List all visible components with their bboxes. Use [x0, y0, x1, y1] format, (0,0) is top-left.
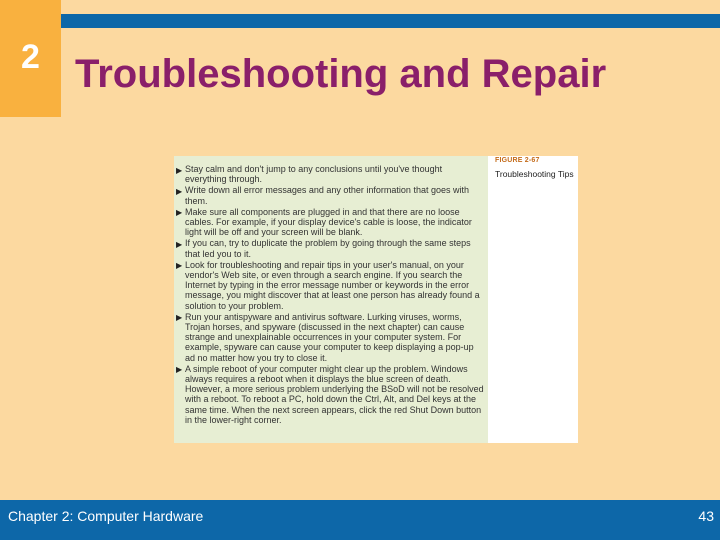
bullet-arrow-icon: ▶ — [176, 239, 183, 249]
bullet-arrow-icon: ▶ — [176, 208, 183, 218]
tip-item — [176, 312, 486, 363]
tip-text: Look for troubleshooting and repair tips in your user's manual, on your vendor's Web site, or even through a search engine. If you search the Internet by typing in the error message number or keywords in the error message, you might discover that at least one person has already found a solution to your problem. — [185, 259, 480, 311]
tip-text: Write down all error messages and any other information that goes with them. — [185, 185, 469, 206]
tip-text: Stay calm and don't jump to any conclusions until you've thought everything through. — [185, 164, 443, 185]
troubleshooting-figure — [174, 156, 578, 443]
bullet-arrow-icon: ▶ — [176, 365, 183, 375]
bullet-arrow-icon: ▶ — [176, 186, 183, 196]
tip-item — [176, 164, 486, 184]
tip-item — [176, 207, 486, 238]
bullet-arrow-icon: ▶ — [176, 261, 183, 271]
figure-title: Troubleshooting Tips — [495, 169, 574, 179]
tip-text: Make sure all components are plugged in and that there are no loose cables. For example, if your display device's cable is loose, the indicator light will be off and your screen will be blank. — [185, 206, 472, 238]
bullet-arrow-icon: ▶ — [176, 165, 183, 175]
top-accent-bar — [61, 14, 720, 28]
tip-text: If you can, try to duplicate the problem by going through the same steps that led you to it. — [185, 238, 471, 259]
tip-item — [176, 238, 486, 258]
footer-chapter-label: Chapter 2: Computer Hardware — [8, 508, 204, 524]
figure-label: FIGURE 2-67 — [495, 157, 540, 164]
figure-caption — [488, 156, 578, 443]
page-number: 43 — [698, 508, 714, 524]
tips-list — [176, 164, 486, 426]
chapter-number: 2 — [21, 38, 40, 76]
bullet-arrow-icon: ▶ — [176, 313, 183, 323]
footer-bar — [0, 500, 720, 540]
tip-item — [176, 185, 486, 205]
tip-text: A simple reboot of your computer might clear up the problem. Windows always requires a reboot when it displays the blue screen of death. However, a more serious problem underlying the BSoD will not be resolved with a reboot. To reboot a PC, hold down the Ctrl, Alt, and Del keys at the same time. When the next screen appears, click the red Shut Down button in the lower-right corner. — [185, 363, 484, 425]
tip-item — [176, 364, 486, 425]
slide-title: Troubleshooting and Repair — [75, 52, 607, 96]
tip-text: Run your antispyware and antivirus software. Lurking viruses, worms, Trojan horses, and spyware (discussed in the next chapter) can cause strange and unexplainable occurrences in your computer system. For example, spyware can cause your computer to keep displaying a pop-up ad no matter how you try to close it. — [185, 311, 474, 363]
tip-item — [176, 260, 486, 311]
chapter-tab — [0, 0, 61, 117]
